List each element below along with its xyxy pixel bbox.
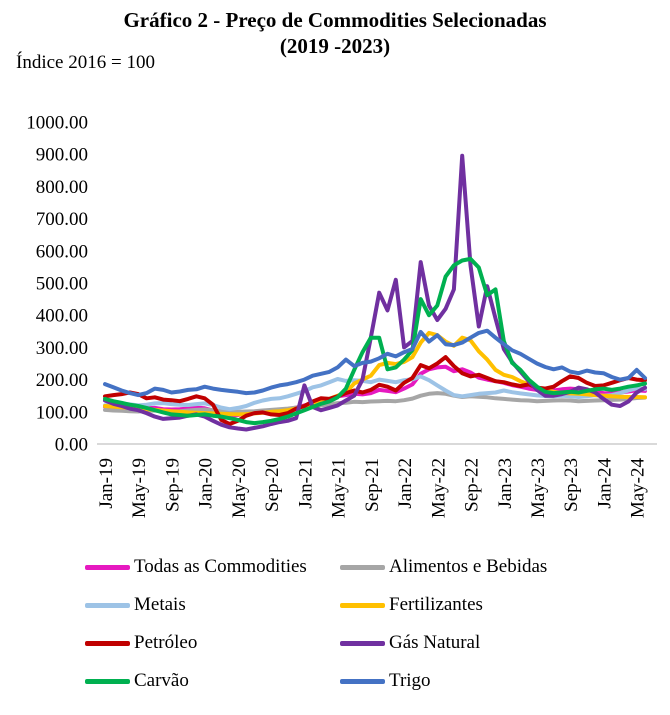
x-tick-label: Sep-23 bbox=[561, 458, 583, 512]
chart-title-line1: Gráfico 2 - Preço de Commodities Selecionadas bbox=[123, 8, 547, 32]
legend-swatch-metais bbox=[85, 603, 130, 608]
y-tick-label: 800.00 bbox=[35, 176, 88, 198]
chart-title-line2: (2019 -2023) bbox=[279, 33, 391, 58]
y-tick-label: 500.00 bbox=[35, 273, 88, 295]
x-tick-label: May-21 bbox=[328, 458, 350, 519]
legend-item-metais bbox=[85, 594, 340, 616]
x-tick-label: May-24 bbox=[627, 458, 649, 519]
y-tick-label: 400.00 bbox=[35, 305, 88, 327]
x-tick-label: Jan-21 bbox=[295, 458, 317, 509]
legend-item-g-s-natural bbox=[340, 632, 645, 654]
y-tick-label: 100.00 bbox=[35, 402, 88, 424]
legend-item-trigo bbox=[340, 670, 645, 692]
legend-item-fertilizantes bbox=[340, 594, 645, 616]
x-tick-label: Jan-20 bbox=[195, 458, 217, 509]
x-tick-label: Jan-22 bbox=[395, 458, 417, 509]
legend-swatch-todas-as-commodities bbox=[85, 565, 130, 570]
x-tick-label: Jan-23 bbox=[494, 458, 516, 509]
y-tick-label: 900.00 bbox=[35, 144, 88, 166]
chart-legend bbox=[85, 556, 645, 692]
x-tick-label: May-23 bbox=[528, 458, 549, 519]
legend-label-petr-leo: Petróleo bbox=[134, 632, 198, 653]
legend-item-carv-o bbox=[85, 670, 340, 692]
axis-note: Índice 2016 = 100 bbox=[16, 52, 155, 73]
x-tick-label: May-20 bbox=[228, 458, 250, 519]
y-tick-label: 0.00 bbox=[54, 434, 88, 456]
legend-item-alimentos-e-bebidas bbox=[340, 556, 645, 578]
legend-swatch-g-s-natural bbox=[340, 641, 385, 646]
x-tick-label: Jan-19 bbox=[96, 458, 117, 509]
legend-swatch-alimentos-e-bebidas bbox=[340, 565, 385, 570]
x-tick-label: Sep-22 bbox=[461, 458, 483, 512]
legend-label-fertilizantes: Fertilizantes bbox=[389, 594, 483, 615]
y-tick-label: 700.00 bbox=[35, 209, 88, 231]
x-tick-label: May-19 bbox=[129, 458, 151, 519]
x-tick-label: Sep-20 bbox=[262, 458, 284, 512]
legend-label-metais: Metais bbox=[134, 594, 186, 615]
x-tick-label: Sep-19 bbox=[162, 458, 184, 512]
x-tick-label: Jan-24 bbox=[594, 458, 616, 509]
y-tick-label: 600.00 bbox=[35, 241, 88, 263]
legend-label-g-s-natural: Gás Natural bbox=[389, 632, 481, 653]
legend-label-carv-o: Carvão bbox=[134, 670, 189, 691]
legend-item-todas-as-commodities bbox=[85, 556, 340, 578]
legend-swatch-carv-o bbox=[85, 679, 130, 684]
legend-swatch-trigo bbox=[340, 679, 385, 684]
y-tick-label: 300.00 bbox=[35, 337, 88, 359]
y-tick-label: 200.00 bbox=[35, 370, 88, 392]
y-tick-label: 1000.00 bbox=[26, 112, 88, 134]
legend-swatch-fertilizantes bbox=[340, 603, 385, 608]
x-tick-label: Sep-21 bbox=[361, 458, 383, 512]
legend-swatch-petr-leo bbox=[85, 641, 130, 646]
legend-label-trigo: Trigo bbox=[389, 670, 431, 691]
legend-label-alimentos-e-bebidas: Alimentos e Bebidas bbox=[389, 556, 548, 577]
legend-item-petr-leo bbox=[85, 632, 340, 654]
legend-label-todas-as-commodities: Todas as Commodities bbox=[134, 556, 307, 577]
x-tick-label: May-22 bbox=[428, 458, 450, 519]
